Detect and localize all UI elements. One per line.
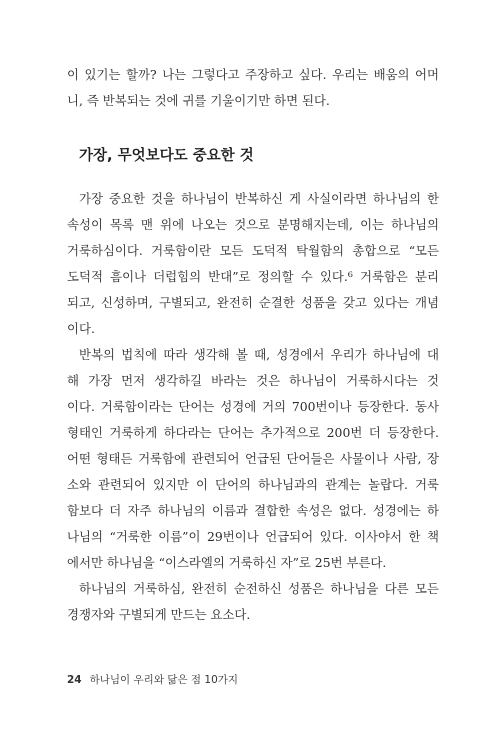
page-footer — [67, 672, 238, 687]
paragraph-line: 소와 관련되어 있지만 이 단어의 하나님과의 관계는 놀랍다. 거룩 — [67, 477, 439, 492]
paragraph-line: 에서만 하나님을 “이스라엘의 거룩하신 자”로 25번 부른다. — [67, 555, 387, 570]
paragraph-line: 이 있기는 할까? 나는 그렇다고 주장하고 싶다. 우리는 배움의 어머 — [67, 67, 439, 82]
paragraph-line: 함보다 더 자주 하나님의 이름과 결합한 속성은 없다. 성경에는 하 — [67, 503, 439, 518]
paragraph-line: 하나님의 거룩하심, 완전히 순전하신 성품은 하나님을 다른 모든 — [79, 581, 439, 596]
paragraph-line: 속성이 목록 맨 위에 나오는 것으로 분명해지는데, 이는 하나님의 — [67, 217, 439, 232]
running-title: 하나님이 우리와 닮은 점 10가지 — [89, 674, 239, 686]
paragraph-line: 형태인 거룩하게 하다라는 단어는 추가적으로 200번 더 등장한다. — [67, 425, 439, 440]
paragraph-line: 반복의 법칙에 따라 생각해 볼 때, 성경에서 우리가 하나님에 대 — [79, 347, 439, 362]
section-heading: 가장, 무엇보다도 중요한 것 — [79, 148, 254, 164]
paragraph-line: 이다. 거룩함이라는 단어는 성경에 거의 700번이나 등장한다. 동사 — [67, 399, 439, 414]
paragraph-line: 니, 즉 반복되는 것에 귀를 기울이기만 하면 된다. — [67, 93, 330, 108]
paragraph-line: 어떤 형태든 거룩함에 관련되어 언급된 단어들은 사물이나 사람, 장 — [67, 451, 439, 466]
paragraph-line: 경쟁자와 구별되게 만드는 요소다. — [67, 607, 251, 622]
paragraph-line: 해 가장 먼저 생각하길 바라는 것은 하나님이 거룩하시다는 것 — [67, 373, 439, 388]
paragraph-line: 도덕적 흠이나 더럽힘의 반대”로 정의할 수 있다.⁶ 거룩함은 분리 — [67, 269, 439, 284]
paragraph-line: 거룩하심이다. 거룩함이란 모든 도덕적 탁월함의 총합으로 “모든 — [67, 243, 439, 258]
paragraph-line: 가장 중요한 것을 하나님이 반복하신 게 사실이라면 하나님의 한 — [79, 191, 439, 206]
paragraph-line: 이다. — [67, 321, 95, 336]
paragraph-line: 나님의 “거룩한 이름”이 29번이나 언급되어 있다. 이사야서 한 책 — [67, 529, 439, 544]
page-number: 24 — [67, 674, 82, 686]
paragraph-line: 되고, 신성하며, 구별되고, 완전히 순결한 성품을 갖고 있다는 개념 — [67, 295, 439, 310]
